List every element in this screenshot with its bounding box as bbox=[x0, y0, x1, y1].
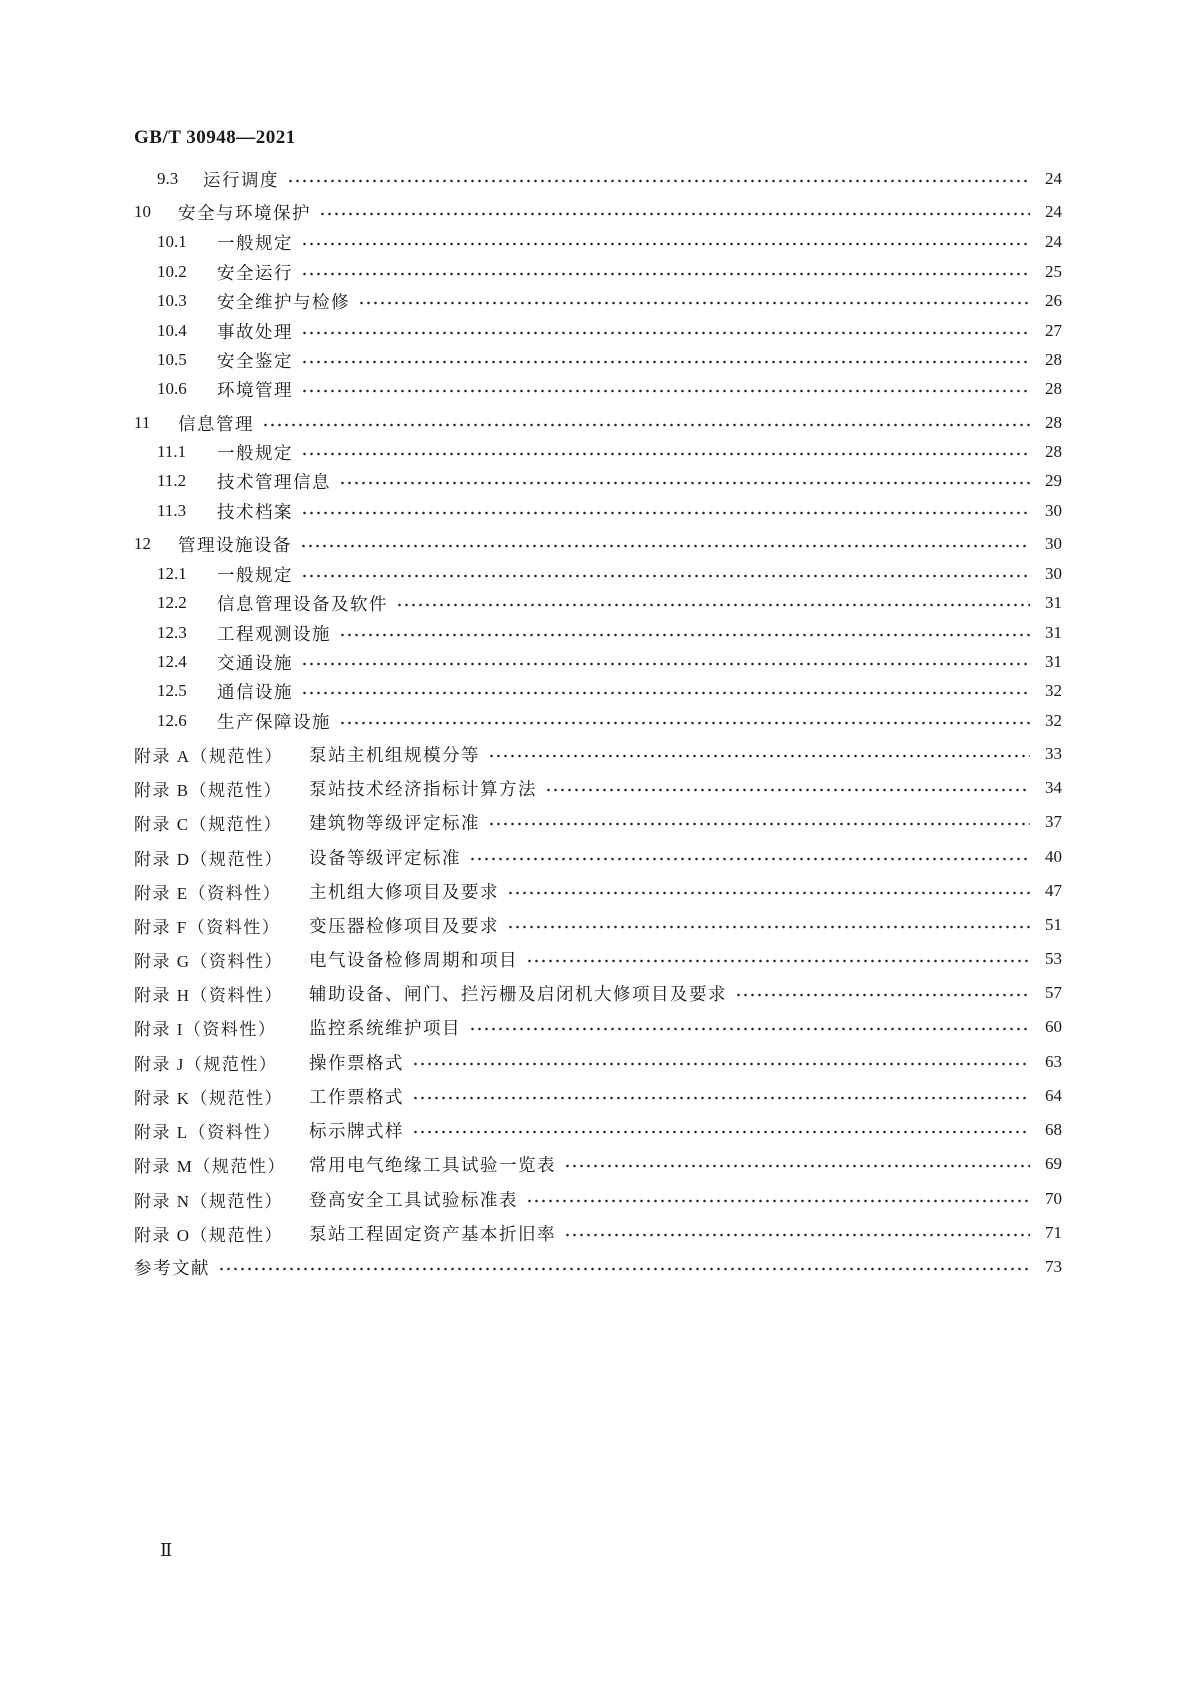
toc-entry-title: 安全维护与检修 bbox=[217, 292, 350, 313]
page-folio: Ⅱ bbox=[160, 1540, 173, 1560]
toc-entry-appendix[interactable] bbox=[134, 911, 1062, 939]
dot-leader bbox=[262, 423, 1030, 427]
toc-entry-page: 37 bbox=[1045, 812, 1062, 831]
toc-entry-page: 28 bbox=[1045, 350, 1062, 369]
toc-entry-appendix[interactable] bbox=[134, 1013, 1062, 1041]
toc-entry-page: 31 bbox=[1045, 623, 1062, 642]
toc-entry-title: 泵站工程固定资产基本折旧率 bbox=[309, 1224, 556, 1245]
toc-entry-appendix[interactable] bbox=[134, 945, 1062, 973]
toc-entry-number: 12.4 bbox=[157, 652, 187, 671]
toc-entry-title: 安全运行 bbox=[217, 263, 293, 284]
toc-entry-appendix[interactable] bbox=[134, 808, 1062, 836]
toc-entry-title: 交通设施 bbox=[217, 653, 293, 674]
toc-entry-title: 技术管理信息 bbox=[217, 472, 331, 493]
toc-entry[interactable] bbox=[134, 198, 1062, 226]
dot-leader bbox=[507, 925, 1030, 929]
dot-leader bbox=[507, 891, 1030, 895]
dot-leader bbox=[526, 959, 1030, 963]
toc-entry-title: 一般规定 bbox=[217, 565, 293, 586]
toc-entry-number: 11.3 bbox=[157, 501, 187, 520]
toc-entry[interactable] bbox=[157, 707, 1062, 735]
toc-entry-page: 40 bbox=[1045, 847, 1062, 866]
toc-entry[interactable] bbox=[157, 589, 1062, 617]
toc-entry-number: 12.3 bbox=[157, 623, 187, 642]
toc-entry-references[interactable] bbox=[134, 1253, 1062, 1281]
toc-entry-appendix[interactable] bbox=[134, 740, 1062, 768]
dot-leader bbox=[412, 1096, 1030, 1100]
toc-entry[interactable] bbox=[157, 165, 1062, 193]
toc-entry-title: 操作票格式 bbox=[309, 1053, 404, 1074]
dot-leader bbox=[300, 544, 1030, 548]
toc-entry-title: 工程观测设施 bbox=[217, 624, 331, 645]
toc-entry[interactable] bbox=[134, 530, 1062, 558]
dot-leader bbox=[735, 993, 1030, 997]
toc-entry-page: 24 bbox=[1045, 169, 1062, 188]
toc-entry-number: 10.6 bbox=[157, 379, 187, 398]
toc-entry-number: 附录 C（规范性） bbox=[134, 814, 283, 834]
dot-leader bbox=[469, 857, 1030, 861]
toc-entry-page: 30 bbox=[1045, 534, 1062, 553]
toc-entry-title: 辅助设备、闸门、拦污栅及启闭机大修项目及要求 bbox=[309, 984, 727, 1005]
toc-entry-number: 11.2 bbox=[157, 471, 187, 490]
toc-entry-title: 标示牌式样 bbox=[309, 1121, 404, 1142]
toc-entry-title: 变压器检修项目及要求 bbox=[309, 916, 499, 937]
toc-entry[interactable] bbox=[157, 560, 1062, 588]
dot-leader bbox=[339, 481, 1030, 485]
toc-entry-appendix[interactable] bbox=[134, 843, 1062, 871]
toc-entry-page: 31 bbox=[1045, 593, 1062, 612]
dot-leader bbox=[319, 212, 1030, 216]
toc-entry-number: 12.2 bbox=[157, 593, 187, 612]
toc-entry-number: 附录 O（规范性） bbox=[134, 1225, 284, 1245]
toc-entry-number: 10.3 bbox=[157, 291, 187, 310]
toc-entry-page: 33 bbox=[1045, 744, 1062, 763]
toc-entry-page: 25 bbox=[1045, 262, 1062, 281]
toc-entry-title: 环境管理 bbox=[217, 380, 293, 401]
toc-entry-title: 登高安全工具试验标准表 bbox=[309, 1190, 518, 1211]
dot-leader bbox=[301, 662, 1030, 666]
toc-entry-title: 运行调度 bbox=[203, 170, 279, 191]
toc-entry-number: 附录 G（资料性） bbox=[134, 951, 284, 971]
toc-entry[interactable] bbox=[157, 677, 1062, 705]
dot-leader bbox=[301, 691, 1030, 695]
toc-entry-page: 26 bbox=[1045, 291, 1062, 310]
toc-entry-number: 附录 F（资料性） bbox=[134, 917, 281, 937]
toc-entry-appendix[interactable] bbox=[134, 1116, 1062, 1144]
toc-entry-title: 通信设施 bbox=[217, 682, 293, 703]
toc-entry[interactable] bbox=[157, 619, 1062, 647]
toc-entry-page: 64 bbox=[1045, 1086, 1062, 1105]
dot-leader bbox=[545, 788, 1030, 792]
toc-entry-page: 24 bbox=[1045, 232, 1062, 251]
toc-entry-appendix[interactable] bbox=[134, 877, 1062, 905]
dot-leader bbox=[564, 1233, 1030, 1237]
toc-entry[interactable] bbox=[157, 467, 1062, 495]
dot-leader bbox=[218, 1267, 1030, 1271]
toc-entry-number: 10 bbox=[134, 202, 151, 221]
toc-entry-page: 28 bbox=[1045, 442, 1062, 461]
toc-entry[interactable] bbox=[157, 375, 1062, 403]
dot-leader bbox=[301, 331, 1030, 335]
dot-leader bbox=[287, 179, 1030, 183]
toc-entry-page: 30 bbox=[1045, 564, 1062, 583]
toc-entry[interactable] bbox=[157, 346, 1062, 374]
toc-entry-page: 68 bbox=[1045, 1120, 1062, 1139]
toc-entry-title: 一般规定 bbox=[217, 443, 293, 464]
toc-entry-appendix[interactable] bbox=[134, 1082, 1062, 1110]
dot-leader bbox=[412, 1062, 1030, 1066]
dot-leader bbox=[488, 754, 1030, 758]
toc-entry-number: 附录 H（资料性） bbox=[134, 985, 284, 1005]
toc-entry-page: 30 bbox=[1045, 501, 1062, 520]
toc-entry-title: 管理设施设备 bbox=[178, 535, 292, 556]
toc-entry-number: 附录 D（规范性） bbox=[134, 849, 284, 869]
toc-entry-number: 12.6 bbox=[157, 711, 187, 730]
toc-entry-number: 12 bbox=[134, 534, 151, 553]
dot-leader bbox=[488, 822, 1030, 826]
toc-entry-number: 附录 N（规范性） bbox=[134, 1191, 284, 1211]
toc-entry-title: 泵站主机组规模分等 bbox=[309, 745, 480, 766]
toc-entry-page: 51 bbox=[1045, 915, 1062, 934]
toc-entry-page: 63 bbox=[1045, 1052, 1062, 1071]
toc-entry-page: 34 bbox=[1045, 778, 1062, 797]
toc-entry-number: 附录 E（资料性） bbox=[134, 883, 282, 903]
toc-entry-page: 71 bbox=[1045, 1223, 1062, 1242]
dot-leader bbox=[301, 389, 1030, 393]
dot-leader bbox=[358, 301, 1030, 305]
toc-entry[interactable] bbox=[157, 258, 1062, 286]
toc-entry-page: 31 bbox=[1045, 652, 1062, 671]
toc-entry-number: 12.5 bbox=[157, 681, 187, 700]
toc-entry-number: 附录 L（资料性） bbox=[134, 1122, 282, 1142]
toc-entry-number: 10.4 bbox=[157, 321, 187, 340]
toc-entry-page: 32 bbox=[1045, 681, 1062, 700]
toc-entry-number: 11 bbox=[134, 413, 151, 432]
toc-entry-page: 29 bbox=[1045, 471, 1062, 490]
toc-entry-number: 附录 M（规范性） bbox=[134, 1156, 286, 1176]
toc-entry-number: 附录 I（资料性） bbox=[134, 1019, 277, 1039]
toc-entry-page: 53 bbox=[1045, 949, 1062, 968]
toc-entry-number: 附录 B（规范性） bbox=[134, 780, 283, 800]
toc-entry-appendix[interactable] bbox=[134, 1048, 1062, 1076]
toc-entry[interactable] bbox=[157, 317, 1062, 345]
toc-entry-appendix[interactable] bbox=[134, 774, 1062, 802]
toc-entry-title: 生产保障设施 bbox=[217, 712, 331, 733]
dot-leader bbox=[301, 272, 1030, 276]
toc-entry-title: 参考文献 bbox=[134, 1258, 210, 1279]
toc-entry[interactable] bbox=[157, 648, 1062, 676]
toc-entry-number: 11.1 bbox=[157, 442, 187, 461]
toc-entry-title: 事故处理 bbox=[217, 322, 293, 343]
toc-entry-page: 27 bbox=[1045, 321, 1062, 340]
toc-entry-title: 设备等级评定标准 bbox=[309, 848, 461, 869]
dot-leader bbox=[339, 633, 1030, 637]
dot-leader bbox=[301, 574, 1030, 578]
toc-entry-page: 57 bbox=[1045, 983, 1062, 1002]
toc-entry-title: 技术档案 bbox=[217, 502, 293, 523]
dot-leader bbox=[469, 1027, 1030, 1031]
toc-entry-title: 常用电气绝缘工具试验一览表 bbox=[309, 1155, 556, 1176]
toc-entry-number: 10.2 bbox=[157, 262, 187, 281]
dot-leader bbox=[339, 721, 1030, 725]
toc-entry[interactable] bbox=[157, 497, 1062, 525]
toc-entry-page: 73 bbox=[1045, 1257, 1062, 1276]
toc-entry-title: 泵站技术经济指标计算方法 bbox=[309, 779, 537, 800]
toc-entry[interactable] bbox=[134, 409, 1062, 437]
dot-leader bbox=[301, 360, 1030, 364]
toc-entry-page: 28 bbox=[1045, 413, 1062, 432]
toc-entry-page: 60 bbox=[1045, 1017, 1062, 1036]
toc-entry-number: 9.3 bbox=[157, 169, 179, 188]
dot-leader bbox=[412, 1130, 1030, 1134]
toc-entry-page: 69 bbox=[1045, 1154, 1062, 1173]
toc-entry-page: 47 bbox=[1045, 881, 1062, 900]
toc-entry-page: 32 bbox=[1045, 711, 1062, 730]
toc-entry-title: 主机组大修项目及要求 bbox=[309, 882, 499, 903]
toc-entry-appendix[interactable] bbox=[134, 1185, 1062, 1213]
toc-entry-page: 24 bbox=[1045, 202, 1062, 221]
toc-entry-title: 信息管理设备及软件 bbox=[217, 594, 388, 615]
toc-entry-title: 一般规定 bbox=[217, 233, 293, 254]
toc-entry-page: 28 bbox=[1045, 379, 1062, 398]
dot-leader bbox=[526, 1199, 1030, 1203]
toc-entry[interactable] bbox=[157, 228, 1062, 256]
toc-entry-title: 监控系统维护项目 bbox=[309, 1018, 461, 1039]
toc-entry-number: 附录 A（规范性） bbox=[134, 746, 284, 766]
dot-leader bbox=[301, 242, 1030, 246]
toc-entry-appendix[interactable] bbox=[134, 979, 1062, 1007]
toc-entry-number: 12.1 bbox=[157, 564, 187, 583]
toc-entry-title: 电气设备检修周期和项目 bbox=[309, 950, 518, 971]
dot-leader bbox=[564, 1164, 1030, 1168]
toc-entry-appendix[interactable] bbox=[134, 1219, 1062, 1247]
toc-entry-title: 信息管理 bbox=[178, 414, 254, 435]
toc-entry-title: 安全鉴定 bbox=[217, 351, 293, 372]
toc-entry-number: 10.1 bbox=[157, 232, 187, 251]
toc-entry-title: 建筑物等级评定标准 bbox=[309, 813, 480, 834]
toc-entry-appendix[interactable] bbox=[134, 1150, 1062, 1178]
dot-leader bbox=[396, 603, 1030, 607]
toc-entry-number: 附录 K（规范性） bbox=[134, 1088, 284, 1108]
toc-entry-title: 安全与环境保护 bbox=[178, 203, 311, 224]
toc-entry-number: 10.5 bbox=[157, 350, 187, 369]
toc-entry[interactable] bbox=[157, 287, 1062, 315]
dot-leader bbox=[301, 511, 1030, 515]
toc-entry-title: 工作票格式 bbox=[309, 1087, 404, 1108]
standard-code: GB/T 30948—2021 bbox=[134, 127, 296, 148]
toc-entry-number: 附录 J（规范性） bbox=[134, 1054, 278, 1074]
toc-entry-page: 70 bbox=[1045, 1189, 1062, 1208]
dot-leader bbox=[301, 452, 1030, 456]
toc-entry[interactable] bbox=[157, 438, 1062, 466]
